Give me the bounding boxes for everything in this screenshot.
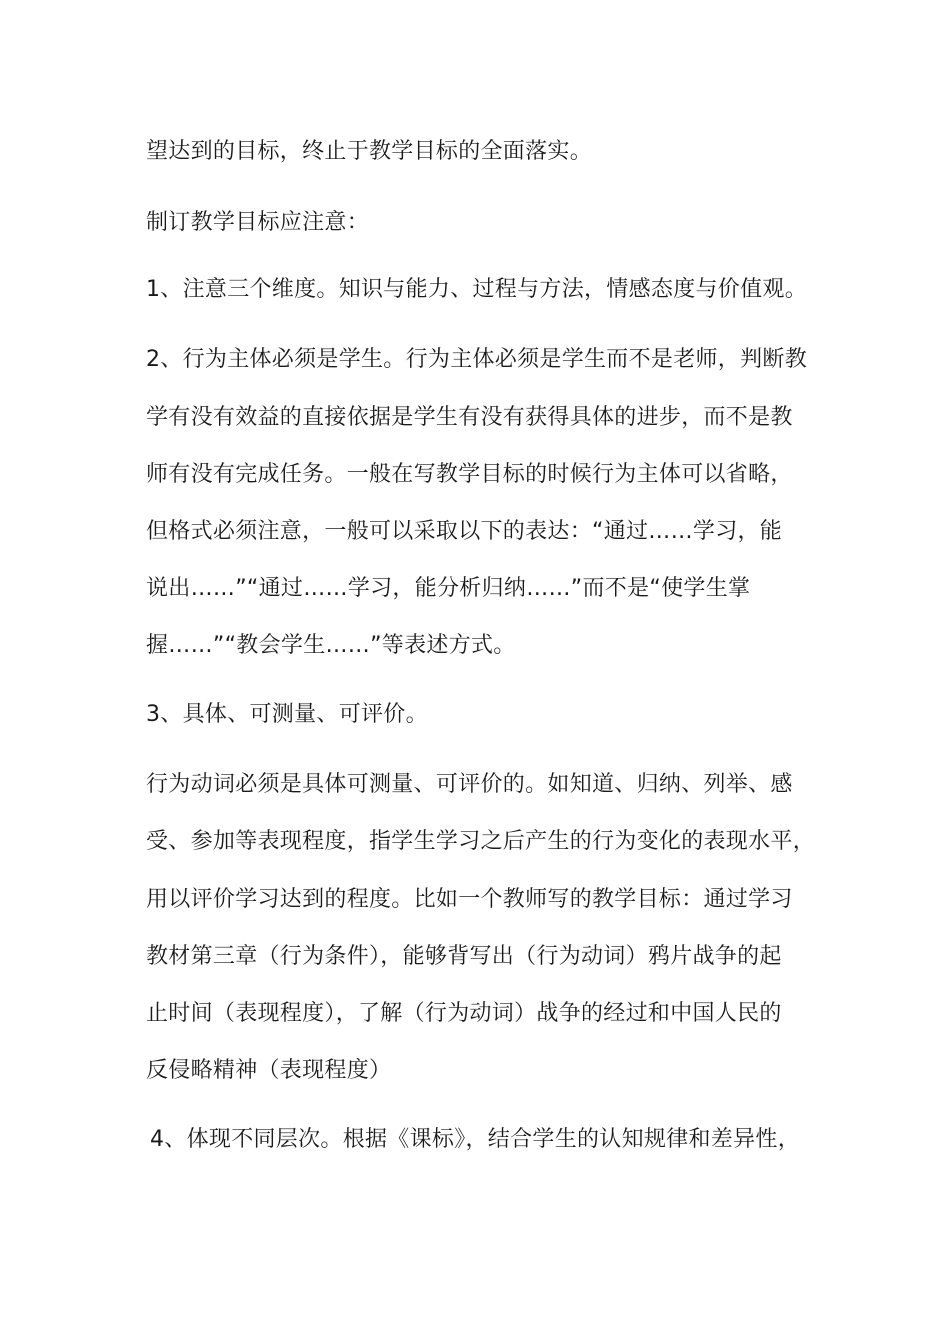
text-line: 望达到的目标，终止于教学目标的全面落实。 xyxy=(146,139,593,164)
text-line: 行为动词必须是具体可测量、可评价的。如知道、归纳、列举、感 xyxy=(146,772,793,797)
text-line: 反侵略精神（表现程度） xyxy=(146,1058,392,1083)
text-line: 止时间（表现程度），了解（行为动词）战争的经过和中国人民的 xyxy=(146,1001,782,1026)
text-line: 用以评价学习达到的程度。比如一个教师写的教学目标：通过学习 xyxy=(146,887,793,912)
text-line: 制订教学目标应注意： xyxy=(146,210,370,235)
text-line: 1、注意三个维度。知识与能力、过程与方法，情感态度与价值观。 xyxy=(146,277,807,302)
text-line: 受、参加等表现程度，指学生学习之后产生的行为变化的表现水平， xyxy=(146,829,816,854)
text-line: 握……”“教会学生……”等表述方式。 xyxy=(146,633,516,658)
text-line: 教材第三章（行为条件），能够背写出（行为动词）鸦片战争的起 xyxy=(146,944,782,969)
text-line: 说出……”“通过……学习，能分析归纳……”而不是“使学生掌 xyxy=(146,576,751,601)
text-line: 2、行为主体必须是学生。行为主体必须是学生而不是老师，判断教 xyxy=(146,347,807,372)
text-line: 但格式必须注意，一般可以采取以下的表达：“通过……学习，能 xyxy=(146,519,783,544)
text-line: 师有没有完成任务。一般在写教学目标的时候行为主体可以省略， xyxy=(146,462,793,487)
text-line: 4、体现不同层次。根据《课标》，结合学生的认知规律和差异性， xyxy=(150,1127,800,1152)
text-line: 学有没有效益的直接依据是学生有没有获得具体的进步，而不是教 xyxy=(146,405,793,430)
text-line: 3、具体、可测量、可评价。 xyxy=(146,702,428,727)
